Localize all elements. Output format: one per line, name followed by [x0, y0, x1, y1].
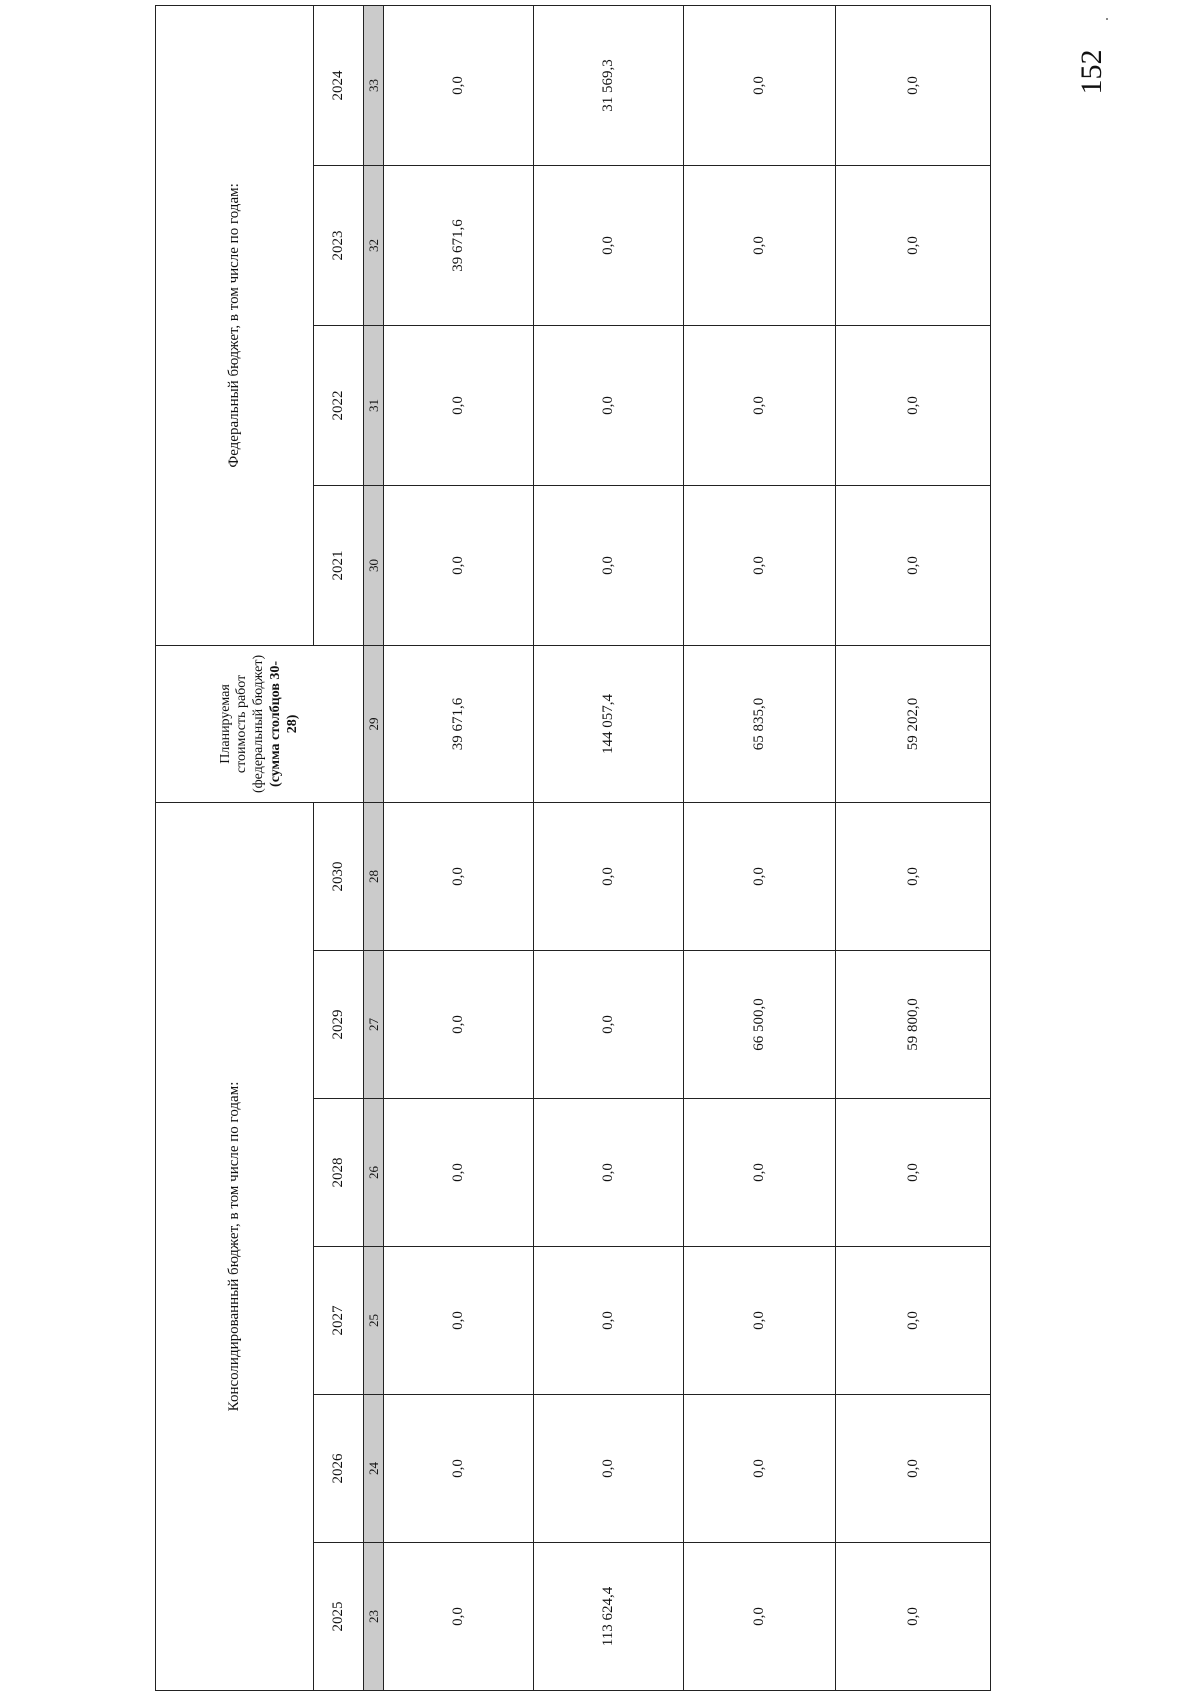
table-cell: 39 671,6 [384, 165, 534, 325]
table-cell: 0,0 [684, 1099, 836, 1247]
table-row [534, 5, 684, 1690]
table-cell: 0,0 [684, 1395, 836, 1543]
table-cell: 0,0 [384, 1395, 534, 1543]
year-header-2024: 2024 [314, 5, 364, 165]
table-cell: 0,0 [384, 5, 534, 165]
table-cell: 0,0 [684, 325, 836, 485]
table-cell: 0,0 [684, 165, 836, 325]
budget-table [155, 5, 991, 1691]
planned-cost-header-text: Планируемая стоимость работ (федеральный бюджет) [217, 654, 267, 794]
year-header-2025: 2025 [314, 1543, 364, 1691]
column-number: 28 [364, 802, 384, 950]
table-cell: 0,0 [384, 1247, 534, 1395]
table-cell: 0,0 [836, 1099, 991, 1247]
table-cell: 0,0 [836, 5, 991, 165]
table-cell: 65 835,0 [684, 645, 836, 802]
column-number: 29 [364, 645, 384, 802]
header-group-row [156, 5, 314, 1690]
year-header-2023: 2023 [314, 165, 364, 325]
table-cell: 0,0 [534, 165, 684, 325]
table-cell: 0,0 [684, 1247, 836, 1395]
table-cell: 0,0 [684, 1543, 836, 1691]
rotated-table-frame [155, 59, 990, 1691]
table-cell: 0,0 [534, 1099, 684, 1247]
table-row [836, 5, 991, 1690]
table-cell: 0,0 [534, 325, 684, 485]
table-cell: 0,0 [836, 1247, 991, 1395]
table-cell: 144 057,4 [534, 645, 684, 802]
column-number-row [364, 5, 384, 1690]
table-cell: 0,0 [384, 802, 534, 950]
table-cell: 0,0 [836, 485, 991, 645]
column-number: 33 [364, 5, 384, 165]
table-cell: 66 500,0 [684, 951, 836, 1099]
table-cell: 0,0 [684, 802, 836, 950]
column-number: 31 [364, 325, 384, 485]
planned-cost-header [156, 645, 364, 802]
column-number: 25 [364, 1247, 384, 1395]
page-number: 152 [1075, 49, 1108, 95]
table-cell: 0,0 [684, 5, 836, 165]
table-cell: 0,0 [836, 325, 991, 485]
planned-cost-header-sum: (сумма столбцов 30-28) [267, 660, 300, 787]
table-cell: 59 800,0 [836, 951, 991, 1099]
table-cell: 0,0 [684, 485, 836, 645]
table-row [684, 5, 836, 1690]
table-cell: 0,0 [534, 1395, 684, 1543]
table-row [384, 5, 534, 1690]
year-header-2029: 2029 [314, 951, 364, 1099]
consolidated-budget-header: Консолидированный бюджет, в том числе по годам: [156, 802, 314, 1690]
table-cell: 0,0 [384, 1099, 534, 1247]
column-number: 24 [364, 1395, 384, 1543]
header-year-row [314, 5, 364, 1690]
table-cell: 0,0 [836, 165, 991, 325]
table-cell: 0,0 [836, 802, 991, 950]
table-cell: 0,0 [534, 485, 684, 645]
table-cell: 113 624,4 [534, 1543, 684, 1691]
column-number: 32 [364, 165, 384, 325]
table-cell: 0,0 [384, 485, 534, 645]
year-header-2026: 2026 [314, 1395, 364, 1543]
year-header-2021: 2021 [314, 485, 364, 645]
table-cell: 39 671,6 [384, 645, 534, 802]
year-header-2022: 2022 [314, 325, 364, 485]
year-header-2028: 2028 [314, 1099, 364, 1247]
table-cell: 0,0 [384, 1543, 534, 1691]
column-number: 30 [364, 485, 384, 645]
table-cell: 0,0 [534, 951, 684, 1099]
table-cell: 0,0 [534, 1247, 684, 1395]
year-header-2030: 2030 [314, 802, 364, 950]
table-cell: 0,0 [384, 325, 534, 485]
budget-table-container [155, 59, 990, 1691]
scan-artifact-dot [1106, 18, 1108, 20]
column-number: 27 [364, 951, 384, 1099]
table-cell: 31 569,3 [534, 5, 684, 165]
table-cell: 0,0 [384, 951, 534, 1099]
column-number: 26 [364, 1099, 384, 1247]
table-cell: 59 202,0 [836, 645, 991, 802]
table-cell: 0,0 [836, 1543, 991, 1691]
federal-budget-header: Федеральный бюджет, в том числе по годам: [156, 5, 314, 645]
table-cell: 0,0 [534, 802, 684, 950]
table-cell: 0,0 [836, 1395, 991, 1543]
column-number: 23 [364, 1543, 384, 1691]
year-header-2027: 2027 [314, 1247, 364, 1395]
